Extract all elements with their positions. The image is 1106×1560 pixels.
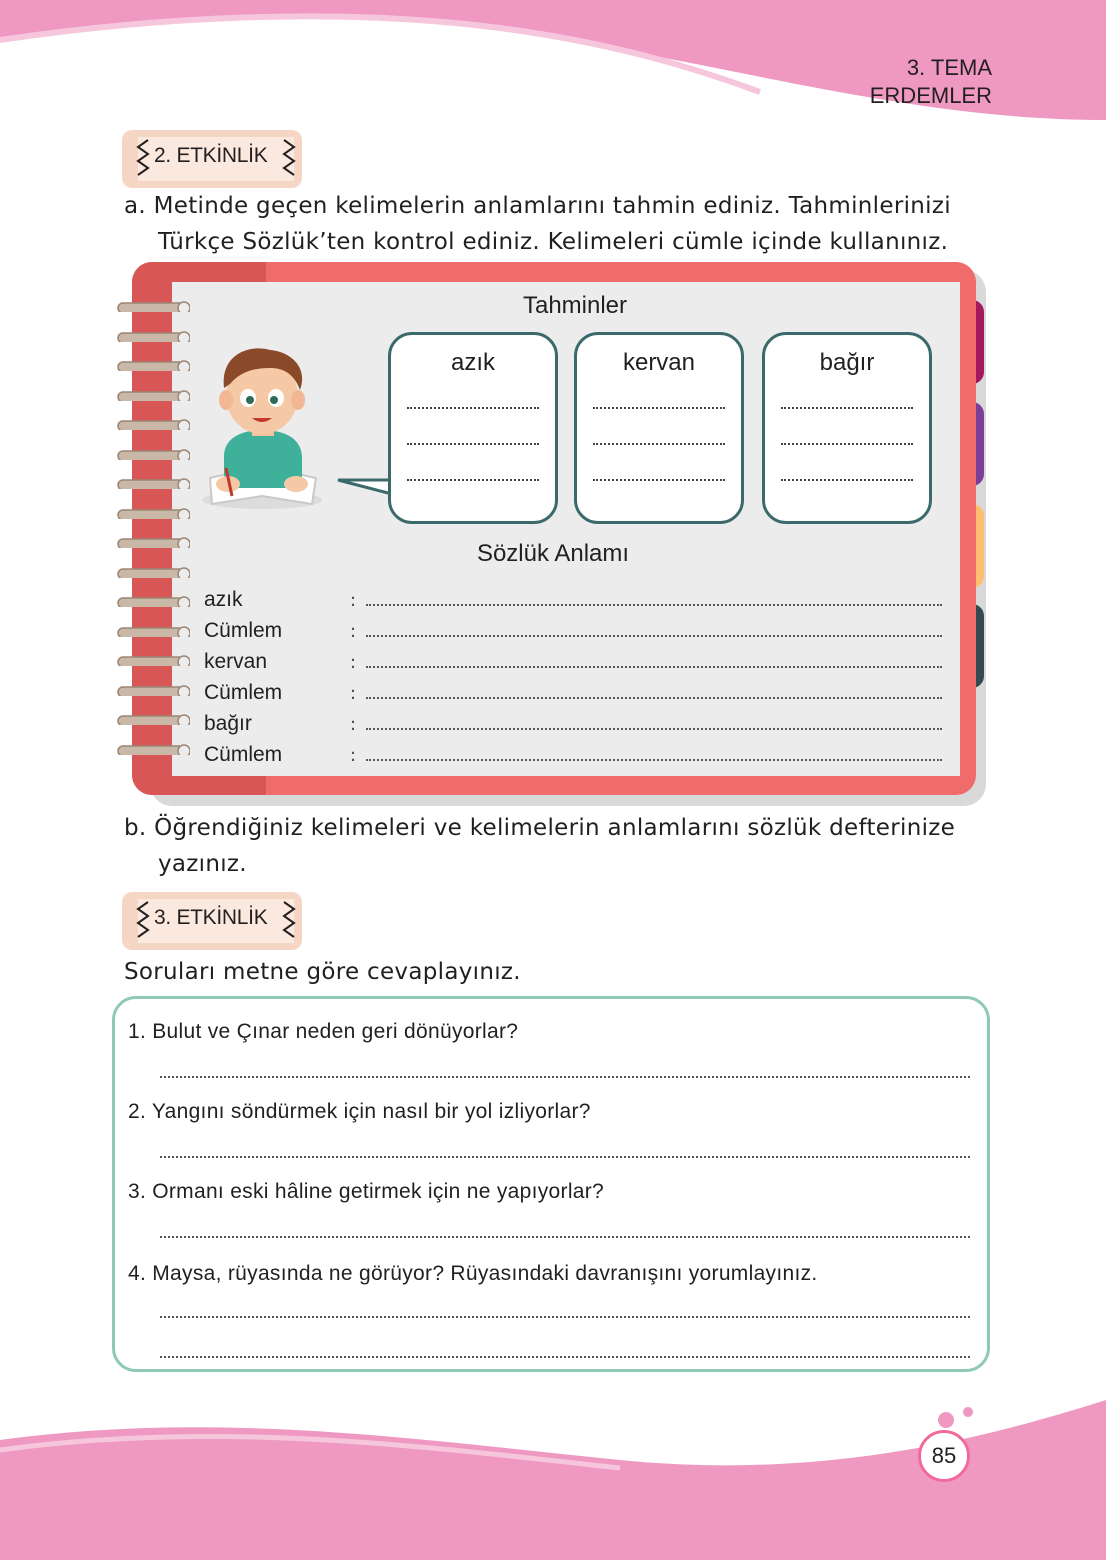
spiral-ring xyxy=(116,654,190,666)
row-label-cumlem: Cümlem xyxy=(204,619,283,642)
instruction-a-line2: Türkçe Sözlük’ten kontrol ediniz. Kelimeleri cümle içinde kullanınız. xyxy=(158,229,949,255)
guess-word-bagir: bağır xyxy=(819,349,875,376)
row-colon: : xyxy=(350,683,357,704)
answer-line[interactable] xyxy=(366,635,942,637)
row-label-kervan: kervan xyxy=(204,650,268,673)
theme-number: 3. TEMA xyxy=(906,55,992,80)
instruction-b-line2: yazınız. xyxy=(158,851,247,877)
spiral-ring xyxy=(116,625,190,637)
answer-line[interactable] xyxy=(593,407,725,409)
answer-line[interactable] xyxy=(781,479,913,481)
answer-line[interactable] xyxy=(781,443,913,445)
spiral-ring xyxy=(116,507,190,519)
answer-line[interactable] xyxy=(407,407,539,409)
spiral-ring xyxy=(116,477,190,489)
instruction-b-line1: b. Öğrendiğiniz kelimeleri ve kelimelerin anlamlarını sözlük defterinize xyxy=(124,815,956,841)
activity-3-instruction: Soruları metne göre cevaplayınız. xyxy=(124,959,521,985)
answer-line[interactable] xyxy=(160,1076,970,1078)
answer-line[interactable] xyxy=(366,666,942,668)
spiral-ring xyxy=(116,448,190,460)
guess-word-azik: azık xyxy=(450,349,495,376)
spiral-ring xyxy=(116,566,190,578)
answer-line[interactable] xyxy=(366,697,942,699)
answer-line[interactable] xyxy=(366,759,942,761)
row-colon: : xyxy=(350,621,357,642)
row-label-bagir: bağır xyxy=(204,712,252,735)
row-label-cumlem: Cümlem xyxy=(204,681,283,704)
spiral-ring xyxy=(116,359,190,371)
question-1: 1. Bulut ve Çınar neden geri dönüyorlar? xyxy=(128,1020,519,1043)
boy-writing-illustration xyxy=(200,338,330,513)
theme-name: ERDEMLER xyxy=(869,83,992,108)
spiral-ring xyxy=(116,684,190,696)
answer-line[interactable] xyxy=(160,1236,970,1238)
activity-3-label: 3. ETKİNLİK xyxy=(154,906,268,929)
spiral-ring xyxy=(116,418,190,430)
answer-line[interactable] xyxy=(366,604,942,606)
answer-line[interactable] xyxy=(593,479,725,481)
guess-card-bagir xyxy=(762,332,932,524)
spiral-ring xyxy=(116,536,190,548)
spiral-ring xyxy=(116,595,190,607)
answer-line[interactable] xyxy=(593,443,725,445)
answer-line[interactable] xyxy=(781,407,913,409)
answer-line[interactable] xyxy=(407,443,539,445)
guess-card-kervan xyxy=(574,332,744,524)
activity-2-label: 2. ETKİNLİK xyxy=(154,144,268,167)
theme-header xyxy=(870,54,992,110)
guesses-title: Tahminler xyxy=(522,292,628,319)
page-number: 85 xyxy=(918,1430,970,1482)
row-colon: : xyxy=(350,652,357,673)
spiral-ring xyxy=(116,300,190,312)
activity-2-badge xyxy=(118,128,306,190)
answer-line[interactable] xyxy=(160,1316,970,1318)
guess-card-azik xyxy=(388,332,558,524)
spiral-ring xyxy=(116,389,190,401)
spiral-ring xyxy=(116,743,190,755)
spiral-ring xyxy=(116,330,190,342)
question-4: 4. Maysa, rüyasında ne görüyor? Rüyasındaki davranışını yorumlayınız. xyxy=(128,1262,818,1285)
row-label-azik: azık xyxy=(204,588,243,611)
answer-line[interactable] xyxy=(160,1356,970,1358)
question-3: 3. Ormanı eski hâline getirmek için ne yapıyorlar? xyxy=(128,1180,605,1203)
activity-3-badge xyxy=(118,890,306,952)
question-2: 2. Yangını söndürmek için nasıl bir yol izliyorlar? xyxy=(128,1100,591,1123)
guess-word-kervan: kervan xyxy=(622,349,696,376)
row-colon: : xyxy=(350,745,357,766)
spiral-ring xyxy=(116,713,190,725)
instruction-a-line1: a. Metinde geçen kelimelerin anlamlarını tahmin ediniz. Tahminlerinizi xyxy=(124,193,951,219)
row-colon: : xyxy=(350,590,357,611)
answer-line[interactable] xyxy=(407,479,539,481)
dictionary-title: Sözlük Anlamı xyxy=(476,540,630,567)
row-label-cumlem: Cümlem xyxy=(204,743,283,766)
row-colon: : xyxy=(350,714,357,735)
answer-line[interactable] xyxy=(366,728,942,730)
answer-line[interactable] xyxy=(160,1156,970,1158)
